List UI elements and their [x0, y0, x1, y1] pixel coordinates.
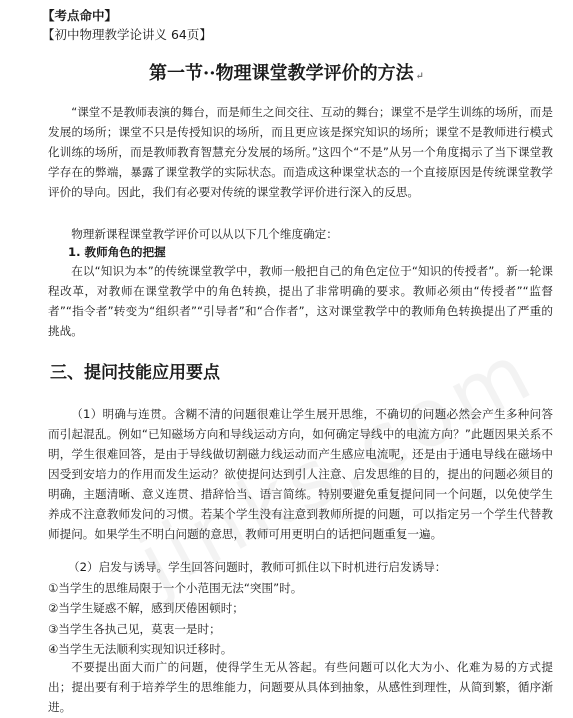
exam-tag: 【考点命中】 [42, 8, 118, 23]
section-title [0, 62, 573, 89]
list-item: ①当学生的思维局限于一个小范围无法“突围”时。 [48, 581, 303, 595]
source-reference: 【初中物理教学论讲义 64页】 [42, 27, 212, 42]
section-title-text: 第一节··物理课堂教学评价的方法 [149, 63, 414, 84]
questioning-paragraph-2: （2）启发与诱导。学生回答问题时，教师可抓住以下时机进行启发诱导： [68, 560, 447, 574]
questioning-paragraph-1: （1）明确与连贯。含糊不清的问题很难让学生展开思维，不确切的问题必然会产生多种问答而引起混乱。例如“已知磁场方向和导线运动方向，如何确定导线中的电流方向？”此题因果关系不明，学生很难回答，是由于导线做切割磁力线运动而产生感应电流呢，还是由于通电导线在磁场中因受到安培力的作用而发生运动？欲使提问达到引人注意、启发思维的目的，提出的问题必须目的明确，主题清晰、意义连贯、措辞恰当、语言简练。特别要避免重复提问同一个问题，以免使学生养成不注意教师发问的习惯。若某个学生没有注意到教师所提的问题，可以指定另一个学生代替教师提问。如果学生不明白问题的意思，教师可用更明白的话把问题重复一遍。 [48, 407, 553, 541]
dimensions-paragraph: 物理新课程课堂教学评价可以从以下几个维度确定： [71, 227, 338, 241]
role-paragraph: 在以“知识为本”的传统课堂教学中，教师一般把自己的角色定位于“知识的传授者”。新一轮课程改革，对教师在课堂教学中的角色转换，提出了非常明确的要求。教师必须由“传授者”“监督者”“指令者”转变为“组织者”“引导者”和“合作者”，这对课堂教学中的教师角色转换提出了严重的挑战。 [48, 264, 553, 338]
section-heading: 三、提问技能应用要点 [50, 363, 220, 383]
intro-paragraph: “课堂不是教师表演的舞台，而是师生之间交往、互动的舞台；课堂不是学生训练的场所，而是发展的场所；课堂不只是传授知识的场所，而且更应该是探究知识的场所；课堂不是教师进行模式化训练的场所，而是教师教育智慧充分发展的场所。”这四个“不是”从另一个角度揭示了当下课堂教学存在的弊端，暴露了课堂教学的实际状态。而造成这种课堂状态的一个直接原因是传统课堂教学评价的导向。因此，我们有必要对传统的课堂教学评价进行深入的反思。 [48, 105, 553, 199]
list-item: ④当学生无法顺利实现知识迁移时。 [48, 642, 233, 656]
list-item: ③当学生各执己见，莫衷一是时； [48, 622, 221, 636]
list-item: ②当学生疑惑不解，感到厌倦困顿时； [48, 601, 244, 615]
closing-paragraph: 不要提出面大而广的问题，使得学生无从答起。有些问题可以化大为小、化难为易的方式提出；提出要有利于培养学生的思维能力，问题要从具体到抽象，从感性到理性，从简到繁，循序渐进。 [48, 660, 553, 714]
role-heading: 1. 教师角色的把握 [68, 245, 166, 259]
paragraph-mark-icon: ↵ [415, 71, 424, 82]
